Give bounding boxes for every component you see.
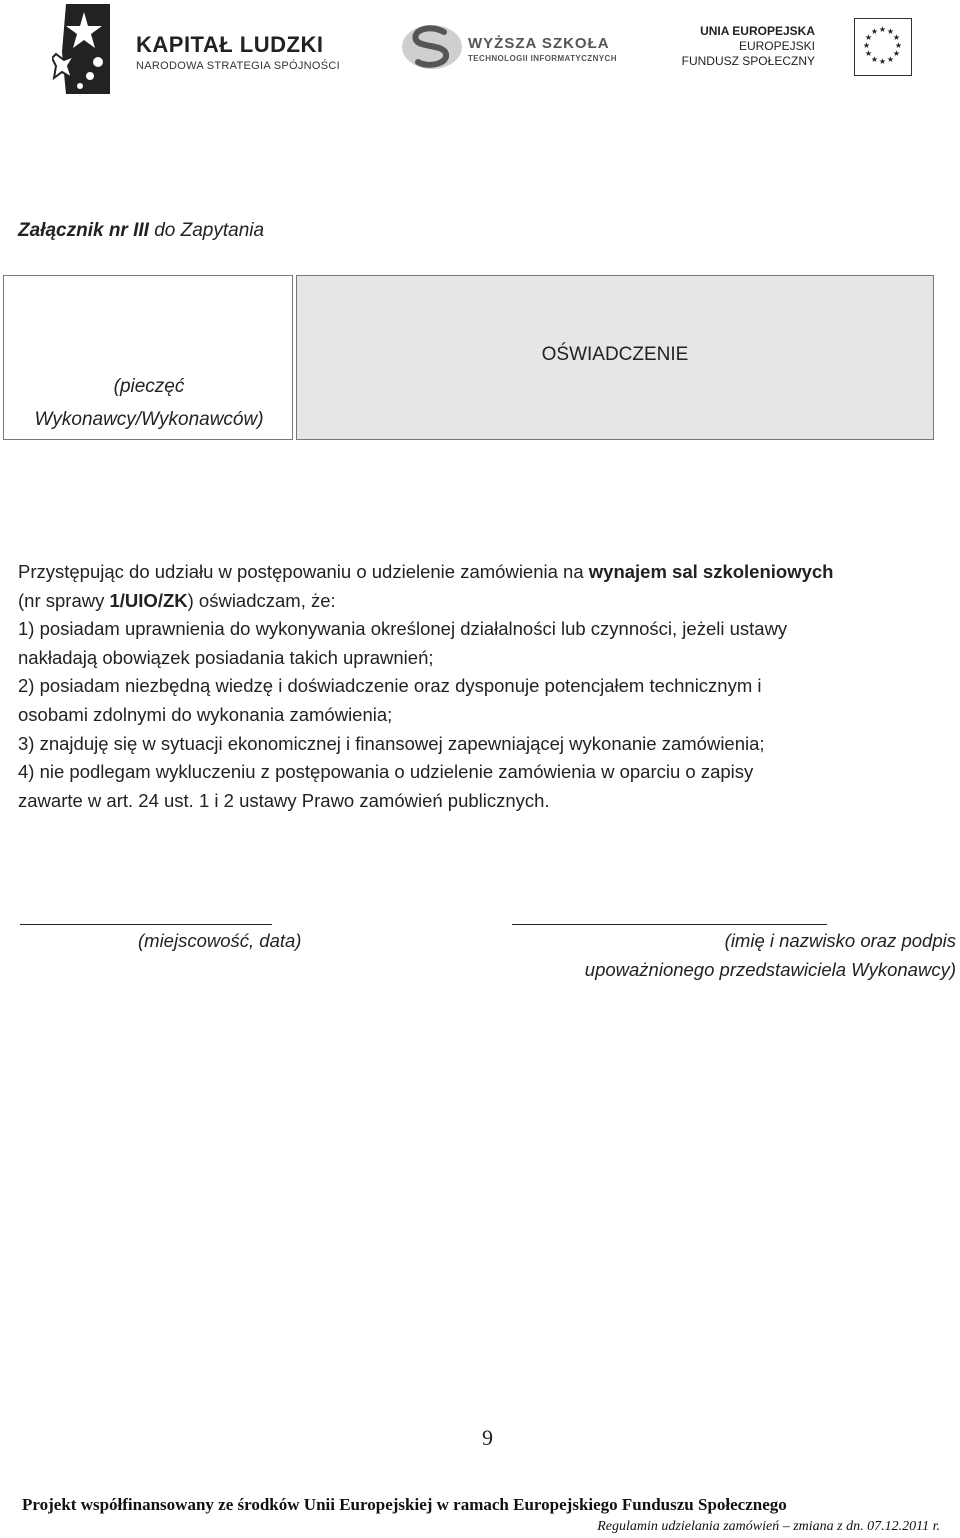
title-box — [296, 275, 934, 440]
svg-text:★: ★ — [864, 49, 873, 58]
case-prefix: (nr sprawy — [18, 589, 110, 611]
item-2-line-2: osobami zdolnymi do wykonania zamówienia; — [18, 703, 393, 725]
signature-label-line-2: upoważnionego przedstawiciela Wykonawcy) — [584, 959, 956, 980]
attachment-number: Załącznik nr III — [18, 220, 149, 241]
wyzsza-szkola-emblem-icon — [400, 22, 464, 72]
header — [0, 0, 960, 100]
stamp-box — [3, 275, 293, 440]
eu-line-2: EUROPEJSKI — [738, 39, 815, 53]
eu-line-1: UNIA EUROPEJSKA — [700, 24, 815, 38]
wyzsza-szkola-logo — [400, 22, 640, 72]
svg-text:★: ★ — [892, 33, 901, 42]
svg-text:★: ★ — [892, 49, 901, 58]
item-1-line-2: nakładają obowiązek posiadania takich uprawnień; — [18, 646, 434, 668]
svg-text:★: ★ — [878, 25, 887, 34]
eu-logo — [680, 18, 915, 78]
svg-text:★: ★ — [862, 41, 871, 50]
place-date-line — [20, 924, 272, 925]
item-1-line-1: 1) posiadam uprawnienia do wykonywania określonej działalności lub czynności, jeżeli ustawy — [18, 618, 788, 640]
wyzsza-szkola-title: WYŻSZA SZKOŁA — [468, 35, 610, 52]
item-4-line-1: 4) nie podlegam wykluczeniu z postępowania o udzielenie zamówienia w oparciu o zapisy — [18, 761, 754, 783]
svg-text:★: ★ — [886, 55, 895, 64]
item-4-line-2: zawarte w art. 24 ust. 1 i 2 ustawy Prawo zamówień publicznych. — [18, 789, 550, 811]
eu-flag-icon — [854, 18, 912, 76]
case-suffix: ) oświadczam, że: — [187, 589, 336, 611]
svg-text:★: ★ — [870, 55, 879, 64]
attachment-heading — [18, 220, 264, 242]
eu-line-3: FUNDUSZ SPOŁECZNY — [681, 54, 815, 68]
subject-bold: wynajem sal szkoleniowych — [588, 561, 834, 582]
page-number: 9 — [482, 1425, 493, 1450]
declaration-body — [18, 558, 948, 815]
stamp-line-1: (pieczęć — [113, 376, 185, 397]
intro-line-1 — [18, 558, 948, 587]
stamp-line-2: Wykonawcy/Wykonawców) — [34, 409, 264, 430]
kapital-ludzki-logo — [52, 2, 352, 97]
svg-text:★: ★ — [870, 27, 879, 36]
kapital-ludzki-emblem-icon — [52, 2, 122, 94]
svg-text:★: ★ — [878, 57, 887, 66]
document-title: OŚWIADCZENIE — [541, 344, 689, 365]
item-2-line-1: 2) posiadam niezbędną wiedzę i doświadczenie oraz dysponuje potencjałem technicznym i — [18, 675, 762, 697]
svg-text:★: ★ — [864, 33, 873, 42]
kapital-ludzki-subtitle: NARODOWA STRATEGIA SPÓJNOŚCI — [136, 60, 340, 72]
case-number: 1/UIO/ZK — [109, 589, 188, 611]
item-3: 3) znajduję się w sytuacji ekonomicznej i finansowej zapewniającej wykonanie zamówienia; — [18, 732, 765, 754]
footer-regulation: Regulamin udzielania zamówień – zmiana z dn. 07.12.2011 r. — [597, 1519, 940, 1534]
eu-text — [682, 24, 815, 69]
svg-text:★: ★ — [894, 41, 903, 50]
attachment-rest: do Zapytania — [148, 220, 265, 241]
kapital-ludzki-title: KAPITAŁ LUDZKI — [136, 32, 324, 57]
intro-line-2 — [18, 587, 948, 616]
intro-text: Przystępując do udziału w postępowaniu o udzielenie zamówienia na — [18, 561, 589, 582]
footer-project: Projekt współfinansowany ze środków Unii Europejskiej w ramach Europejskiego Funduszu Społecznego — [22, 1495, 787, 1514]
svg-text:★: ★ — [886, 27, 895, 36]
wyzsza-szkola-subtitle: TECHNOLOGII INFORMATYCZNYCH — [468, 54, 617, 63]
place-date-label: (miejscowość, data) — [138, 930, 302, 951]
signature-line — [512, 924, 827, 925]
signature-label-line-1: (imię i nazwisko oraz podpis — [724, 930, 956, 951]
